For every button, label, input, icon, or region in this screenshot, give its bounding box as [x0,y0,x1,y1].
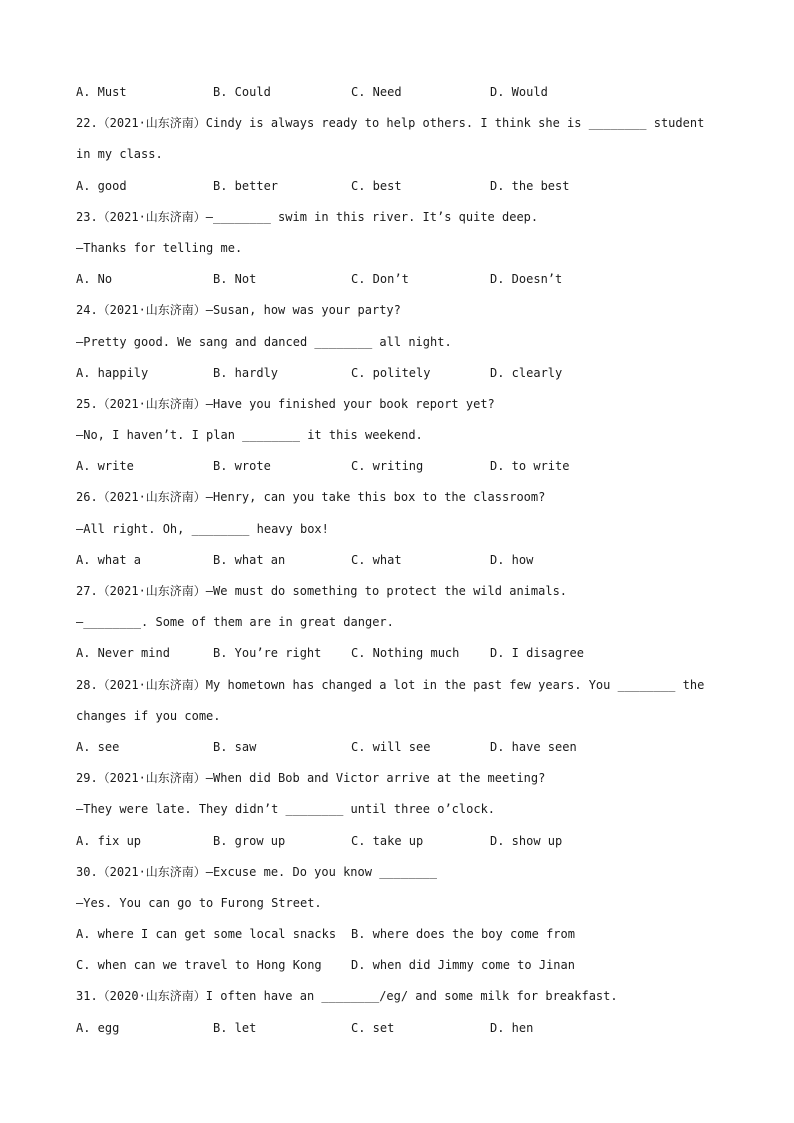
q22-stem-line2: in my class. [76,147,163,162]
q26-option-c[interactable]: C. what [351,552,402,567]
q30-option-c[interactable]: C. when can we travel to Hong Kong [76,958,322,973]
q24-option-b[interactable]: B. hardly [213,365,279,380]
q23-stem-line1: 23.（2021·山东济南）—________ swim in this river. It’s quite deep. [76,209,539,224]
q27-stem-line2: —________. Some of them are in great danger. [76,615,394,630]
q25-options [76,458,726,489]
q25-stem-line1: 25.（2021·山东济南）—Have you finished your book report yet? [76,396,495,411]
q23-options [76,271,726,302]
q23-option-b[interactable]: B. Not [213,272,257,287]
q26-options [76,552,726,583]
q27-options [76,645,726,676]
q29-options [76,833,726,864]
q25-stem-line2: —No, I haven’t. I plan ________ it this weekend. [76,428,423,443]
q22-option-c[interactable]: C. best [351,178,402,193]
q22-option-a[interactable]: A. good [76,178,127,193]
q24-stem-line2: —Pretty good. We sang and danced ________ all night. [76,334,452,349]
q31-option-a[interactable]: A. egg [76,1020,120,1035]
q30-stem-line2: —Yes. You can go to Furong Street. [76,895,322,910]
q28-options [76,739,726,770]
q21-option-b[interactable]: B. Could [213,85,271,99]
q26-option-b[interactable]: B. what an [213,552,286,567]
exam-page [76,84,726,1051]
q29-option-c[interactable]: C. take up [351,833,424,848]
q29-stem-line2: —They were late. They didn’t ________ until three o’clock. [76,802,496,817]
q31-options [76,1020,726,1051]
q28-option-c[interactable]: C. will see [351,739,431,754]
q23-option-d[interactable]: D. Doesn’t [490,272,563,287]
q25-option-a[interactable]: A. write [76,459,134,474]
q28-option-a[interactable]: A. see [76,739,120,754]
q27-option-b[interactable]: B. You’re right [213,646,322,661]
q29-option-d[interactable]: D. show up [490,833,563,848]
q23-option-c[interactable]: C. Don’t [351,272,409,287]
q26-stem-line2: —All right. Oh, ________ heavy box! [76,521,329,536]
q29-option-a[interactable]: A. fix up [76,833,142,848]
q28-stem-line1: 28.（2021·山东济南）My hometown has changed a lot in the past few years. You ________ the [76,677,705,692]
q27-option-c[interactable]: C. Nothing much [351,646,460,661]
q25-option-b[interactable]: B. wrote [213,459,271,474]
q28-option-b[interactable]: B. saw [213,739,257,754]
q31-option-d[interactable]: D. hen [490,1020,534,1035]
q29-option-b[interactable]: B. grow up [213,833,286,848]
q22-options [76,178,726,209]
q24-stem-line1: 24.（2021·山东济南）—Susan, how was your party? [76,303,401,318]
q30-option-b[interactable]: B. where does the boy come from [351,927,575,942]
q24-options [76,365,726,396]
q26-option-d[interactable]: D. how [490,552,534,567]
q30-options-row1 [76,926,726,957]
q31-option-c[interactable]: C. set [351,1020,395,1035]
q28-option-d[interactable]: D. have seen [490,739,577,754]
q30-option-d[interactable]: D. when did Jimmy come to Jinan [351,958,575,973]
q24-option-d[interactable]: D. clearly [490,365,563,380]
q28-stem-line2: changes if you come. [76,708,221,723]
q24-option-c[interactable]: C. politely [351,365,431,380]
q30-options-row2 [76,957,726,988]
q23-option-a[interactable]: A. No [76,272,113,287]
q22-stem-line1: 22.（2021·山东济南）Cindy is always ready to help others. I think she is ________ student [76,116,705,131]
q21-option-a[interactable]: A. Must [76,85,127,99]
q27-option-a[interactable]: A. Never mind [76,646,170,661]
q29-stem-line1: 29.（2021·山东济南）—When did Bob and Victor arrive at the meeting? [76,771,546,786]
q27-option-d[interactable]: D. I disagree [490,646,584,661]
q30-option-a[interactable]: A. where I can get some local snacks [76,927,337,942]
q24-option-a[interactable]: A. happily [76,365,149,380]
q27-stem-line1: 27.（2021·山东济南）—We must do something to protect the wild animals. [76,584,568,598]
q25-option-c[interactable]: C. writing [351,459,424,474]
q25-option-d[interactable]: D. to write [490,459,570,474]
q22-option-d[interactable]: D. the best [490,178,570,193]
q21-options [76,84,726,115]
q31-option-b[interactable]: B. let [213,1020,257,1035]
q30-stem-line1: 30.（2021·山东济南）—Excuse me. Do you know ________ [76,864,437,879]
q22-option-b[interactable]: B. better [213,178,279,193]
q26-option-a[interactable]: A. what a [76,552,142,567]
q26-stem-line1: 26.（2021·山东济南）—Henry, can you take this box to the classroom? [76,490,546,505]
q21-option-d[interactable]: D. Would [490,85,548,99]
q23-stem-line2: —Thanks for telling me. [76,240,243,255]
q31-stem-line1: 31.（2020·山东济南）I often have an ________/eg/ and some milk for breakfast. [76,989,618,1004]
q21-option-c[interactable]: C. Need [351,85,402,99]
